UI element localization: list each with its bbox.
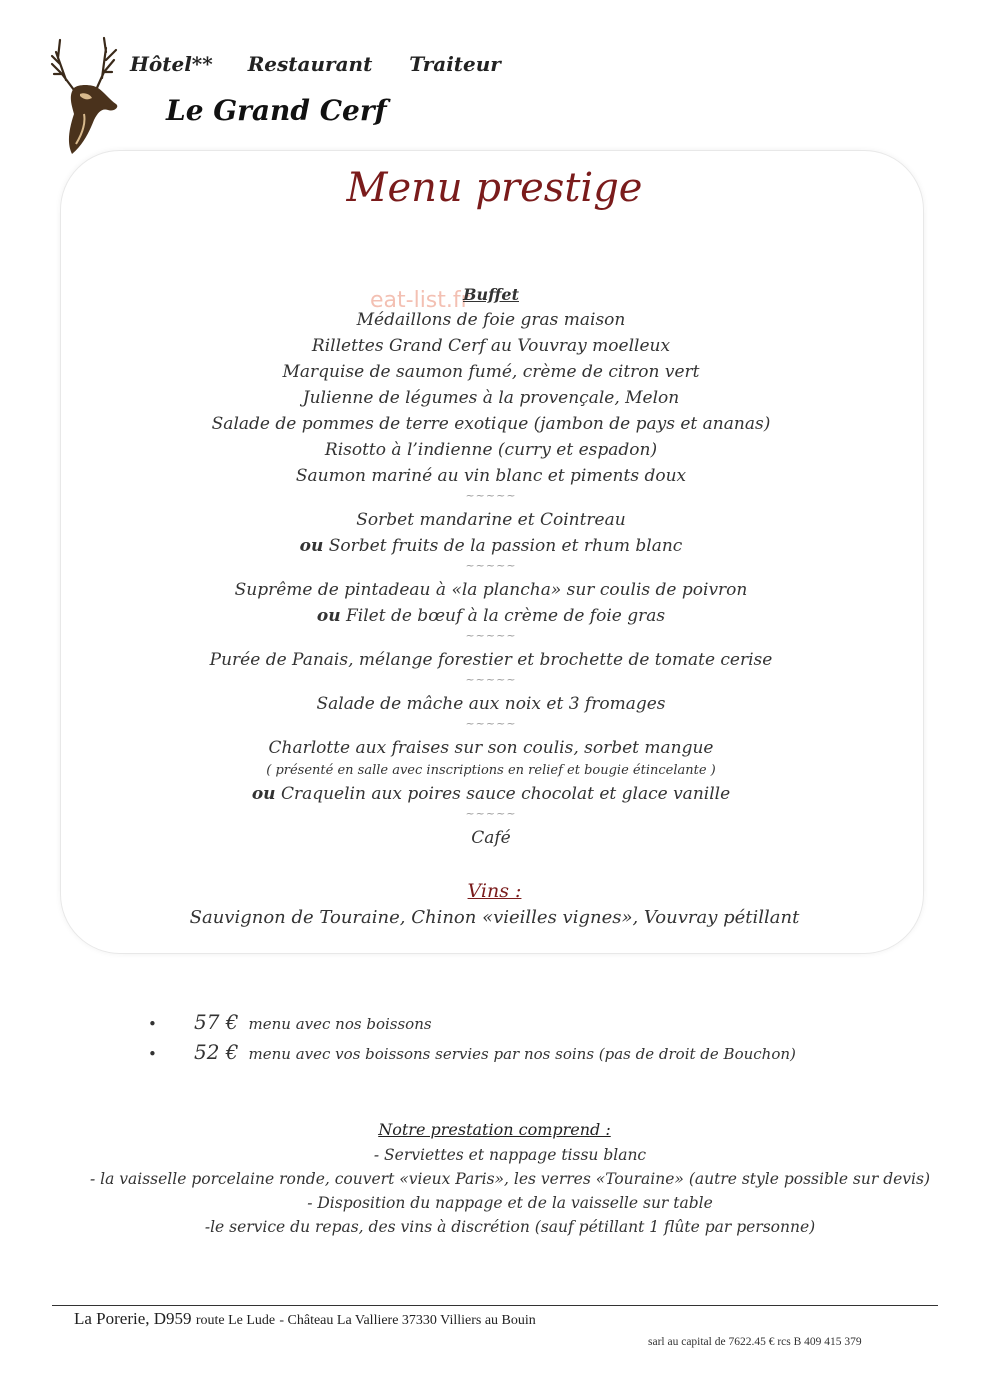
bullet: •: [148, 1015, 157, 1033]
header-restaurant: Restaurant: [247, 52, 373, 76]
footer-address: [74, 1309, 536, 1329]
buffet-item: Salade de pommes de terre exotique (jambon de pays et ananas): [211, 414, 771, 434]
header-hotel: Hôtel**: [130, 52, 213, 76]
price-option-2: [148, 1040, 796, 1064]
buffet-item: Julienne de légumes à la provençale, Melon: [302, 388, 680, 408]
course-separator: ~~~~~: [465, 559, 517, 572]
price-amount: 57 €: [194, 1010, 239, 1034]
price-amount: 52 €: [194, 1040, 239, 1064]
prestation-item: - la vaisselle porcelaine ronde, couvert «vieux Paris», les verres «Touraine» (autre style possible sur devis): [89, 1170, 931, 1188]
course-separator: ~~~~~: [465, 489, 517, 502]
footer-legal: sarl au capital de 7622.45 € rcs B 409 415 379: [648, 1336, 862, 1348]
coffee: Café: [471, 828, 511, 848]
buffet-item: Rillettes Grand Cerf au Vouvray moelleux: [311, 336, 671, 356]
buffet-item: Risotto à l’indienne (curry et espadon): [324, 440, 658, 460]
buffet-item: Marquise de saumon fumé, crème de citron vert: [282, 362, 700, 382]
price-option-1: [148, 1010, 432, 1034]
wines-list: Sauvignon de Touraine, Chinon «vieilles vignes», Vouvray pétillant: [189, 907, 800, 928]
footer-divider: [52, 1305, 938, 1306]
header-services: [130, 52, 501, 76]
main-option-2-text: Filet de bœuf à la crème de foie gras: [346, 606, 666, 626]
sorbet-option-2-text: Sorbet fruits de la passion et rhum blanc: [328, 536, 683, 556]
bullet: •: [148, 1045, 157, 1063]
dessert-note: ( présenté en salle avec inscriptions en relief et bougie étincelante ): [266, 763, 716, 778]
wines-title: Vins :: [467, 880, 522, 902]
buffet-title: Buffet: [463, 285, 519, 304]
buffet-item: Saumon mariné au vin blanc et piments doux: [295, 466, 687, 486]
prestation-list: [60, 1143, 960, 1239]
main-option-1: Suprême de pintadeau à «la plancha» sur coulis de poivron: [234, 580, 748, 600]
or-word: ou: [316, 606, 341, 626]
header-traiteur: Traiteur: [409, 52, 501, 76]
dessert-option-2: [60, 781, 922, 807]
prestation-title: Notre prestation comprend :: [378, 1120, 611, 1139]
or-word: ou: [251, 784, 276, 804]
address-part-3: - Château La Valliere 37330 Villiers au Bouin: [279, 1313, 536, 1328]
course-separator: ~~~~~: [465, 629, 517, 642]
buffet-item: Médaillons de foie gras maison: [356, 310, 626, 330]
or-word: ou: [299, 536, 324, 556]
prestation-item: - Serviettes et nappage tissu blanc: [373, 1146, 647, 1164]
course-separator: ~~~~~: [465, 717, 517, 730]
menu-body: [60, 283, 922, 851]
prestation-item: -le service du repas, des vins à discrétion (sauf pétillant 1 flûte par personne): [204, 1218, 816, 1236]
address-part-1: La Porerie, D959: [74, 1309, 192, 1328]
restaurant-name: Le Grand Cerf: [166, 94, 387, 127]
main-option-2: [60, 603, 922, 629]
stag-head-logo: [44, 34, 128, 158]
course-separator: ~~~~~: [465, 807, 517, 820]
dessert-option-2-text: Craquelin aux poires sauce chocolat et glace vanille: [280, 784, 731, 804]
course-separator: ~~~~~: [465, 673, 517, 686]
sorbet-option-1: Sorbet mandarine et Cointreau: [356, 510, 626, 530]
sorbet-option-2: [60, 533, 922, 559]
price-label: menu avec vos boissons servies par nos soins (pas de droit de Bouchon): [248, 1045, 796, 1063]
watermark: eat-list.fr: [370, 288, 470, 313]
salad-course: Salade de mâche aux noix et 3 fromages: [316, 694, 666, 714]
side-dish: Purée de Panais, mélange forestier et brochette de tomate cerise: [209, 650, 773, 670]
prestation-item: - Disposition du nappage et de la vaisselle sur table: [307, 1194, 713, 1212]
price-label: menu avec nos boissons: [248, 1015, 432, 1033]
dessert-option-1: Charlotte aux fraises sur son coulis, sorbet mangue: [268, 738, 714, 758]
address-part-2: route Le Lude: [195, 1313, 276, 1328]
menu-title: Menu prestige: [346, 165, 643, 211]
